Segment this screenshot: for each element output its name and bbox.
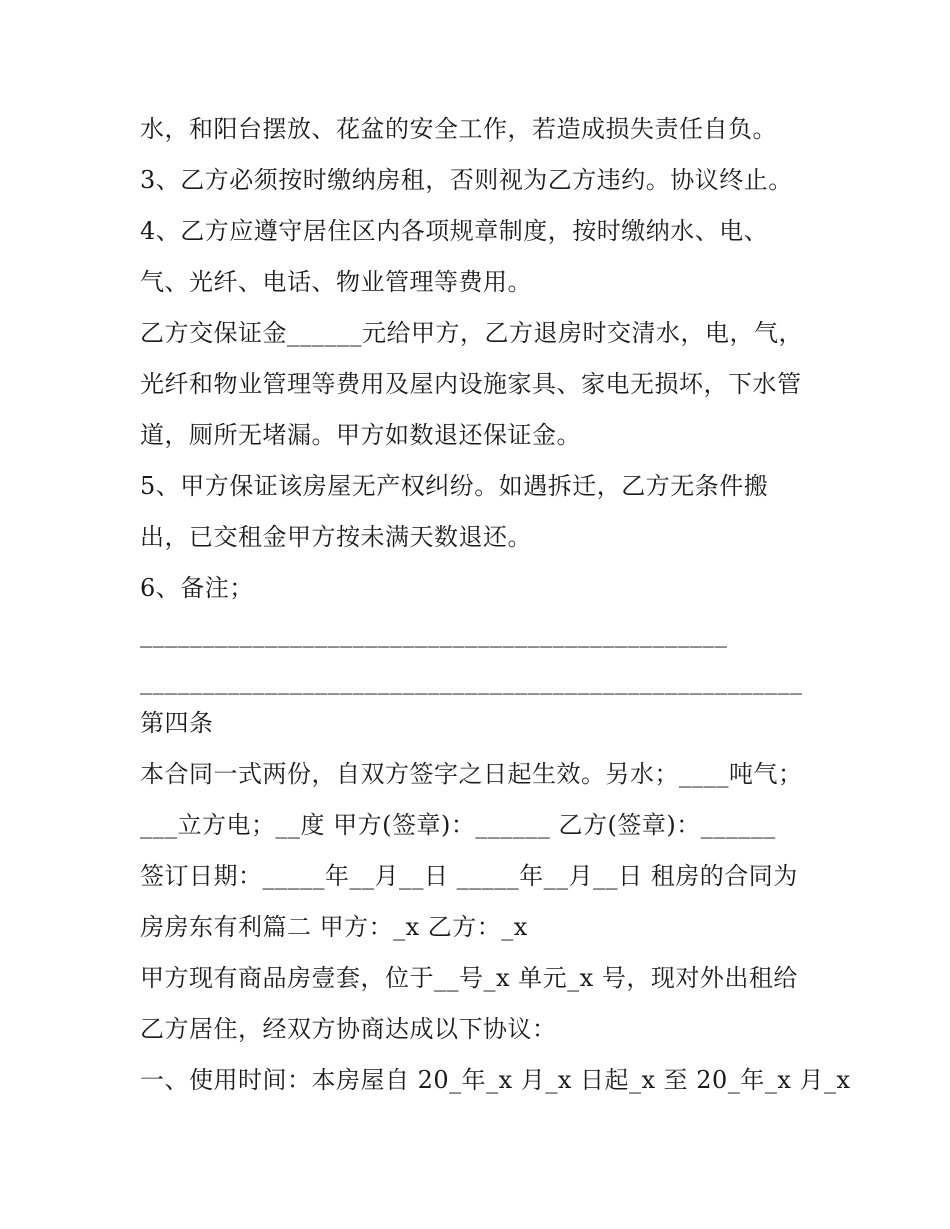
text-line: 乙方居住，经双方协商达成以下协议：	[140, 1015, 557, 1043]
blank-line: _____________________________________________________	[140, 667, 803, 695]
text-line: 房房东有利篇二 甲方：_x 乙方：_x	[140, 913, 528, 941]
text-line: 5、甲方保证该房屋无产权纠纷。如遇拆迁，乙方无条件搬	[140, 472, 769, 500]
text-line: 气、光纤、电话、物业管理等费用。	[140, 268, 532, 296]
text-line: 6、备注；	[140, 574, 254, 602]
section-heading: 第四条	[140, 709, 214, 737]
text-line: 光纤和物业管理等费用及屋内设施家具、家电无损坏，下水管	[140, 370, 802, 398]
text-line: 3、乙方必须按时缴纳房租，否则视为乙方违约。协议终止。	[140, 166, 793, 194]
text-line: 道，厕所无堵漏。甲方如数退还保证金。	[140, 421, 581, 449]
text-line: 甲方现有商品房壹套，位于__号_x 单元_x 号，现对外出租给	[140, 964, 798, 992]
text-line: 一、使用时间：本房屋自 20_年_x 月_x 日起_x 至 20_年_x 月_x	[140, 1066, 851, 1094]
text-line: 本合同一式两份，自双方签字之日起生效。另水；____吨气；	[140, 760, 803, 788]
text-line: 水，和阳台摆放、花盆的安全工作，若造成损失责任自负。	[140, 115, 777, 143]
blank-line: _______________________________________________	[140, 620, 728, 648]
text-line: ___立方电；__度 甲方(签章)：______ 乙方(签章)：______	[140, 811, 776, 839]
text-line: 4、乙方应遵守居住区内各项规章制度，按时缴纳水、电、	[140, 217, 769, 245]
text-line: 出，已交租金甲方按未满天数退还。	[140, 523, 532, 551]
text-line: 乙方交保证金______元给甲方，乙方退房时交清水，电，气，	[140, 319, 803, 347]
text-line: 签订日期：_____年__月__日 _____年__月__日 租房的合同为	[140, 862, 798, 890]
